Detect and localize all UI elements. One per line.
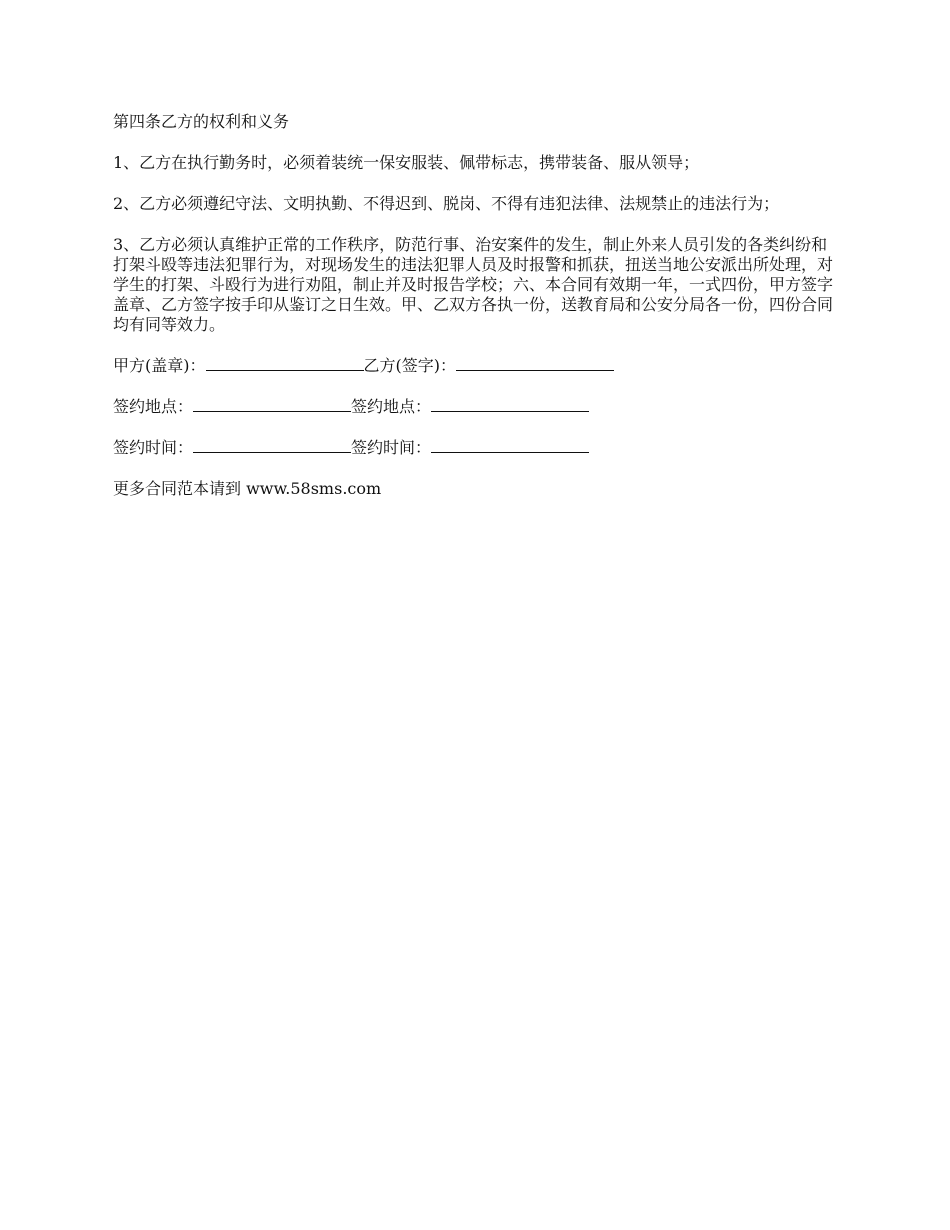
signature-row-parties <box>113 356 843 376</box>
time-a-label: 签约时间： <box>113 438 194 457</box>
place-a-line <box>193 397 351 412</box>
signature-row-time <box>113 438 843 458</box>
section-title: 第四条乙方的权利和义务 <box>113 112 290 131</box>
party-a-label: 甲方(盖章)： <box>113 356 206 375</box>
clause-1: 1、乙方在执行勤务时，必须着装统一保安服装、佩带标志，携带装备、服从领导； <box>113 153 700 172</box>
clause-3: 3、乙方必须认真维护正常的工作秩序，防范行事、治安案件的发生，制止外来人员引发的各类纠纷和打架斗殴等违法犯罪行为，对现场发生的违法犯罪人员及时报警和抓获，扭送当地公安派出所处理，对学生的打架、斗殴行为进行劝阻，制止并及时报告学校；六、本合同有效期一年，一式四份，甲方签字盖章、乙方签字按手印从鉴订之日生效。甲、乙双方各执一份，送教育局和公安分局各一份，四份合同均有同等效力。 <box>113 235 834 334</box>
time-a-line <box>193 438 351 453</box>
time-b-line <box>431 438 589 453</box>
place-a-label: 签约地点： <box>113 397 194 416</box>
party-a-signature-line <box>206 356 364 371</box>
place-b-label: 签约地点： <box>351 397 432 416</box>
clause-2: 2、乙方必须遵纪守法、文明执勤、不得迟到、脱岗、不得有违犯法律、法规禁止的违法行为； <box>113 194 780 213</box>
party-b-label: 乙方(签字)： <box>363 356 456 375</box>
signature-row-place <box>113 397 843 417</box>
time-b-label: 签约时间： <box>351 438 432 457</box>
footer-note: 更多合同范本请到 www.58sms.com <box>113 479 382 498</box>
document-page <box>113 112 843 520</box>
party-b-signature-line <box>456 356 614 371</box>
place-b-line <box>431 397 589 412</box>
